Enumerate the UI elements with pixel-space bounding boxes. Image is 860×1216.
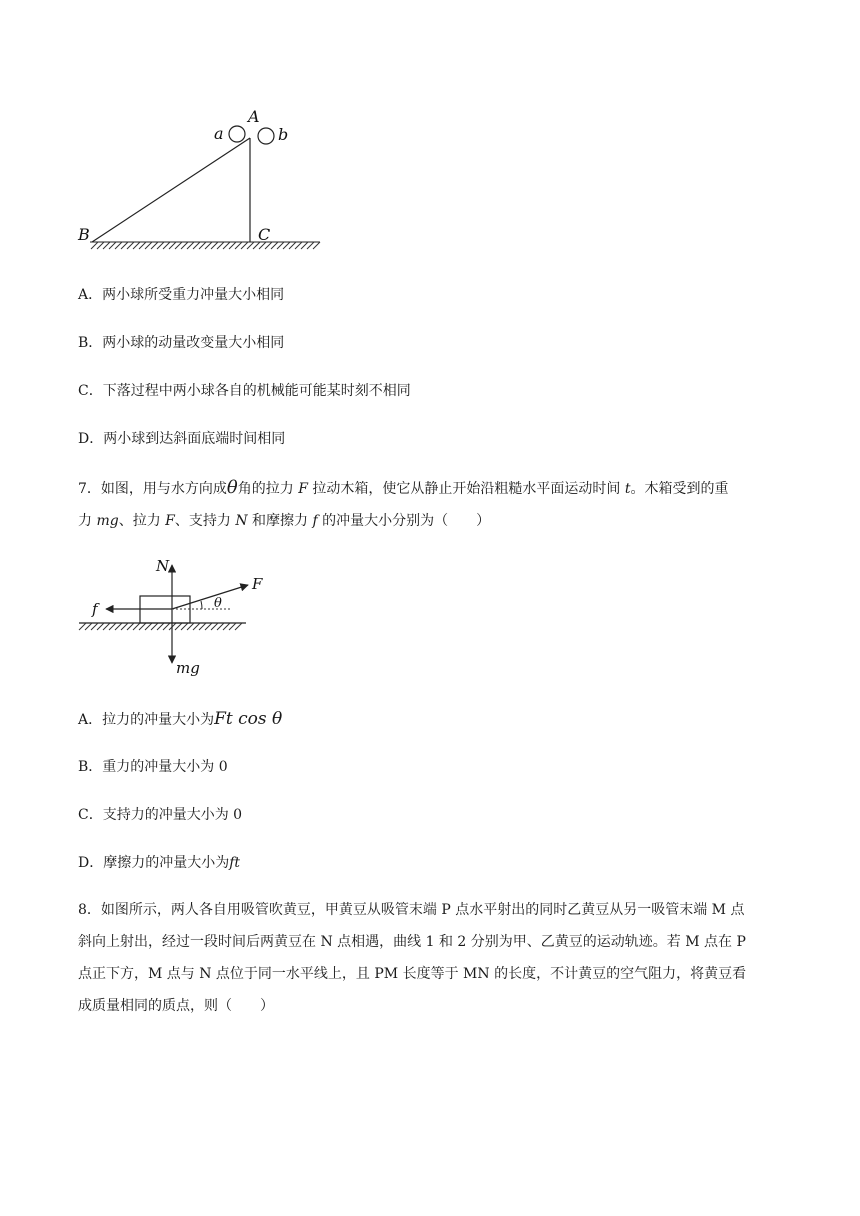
math-var: f [312, 513, 318, 529]
stem-text: 拉动木箱，使它从静止开始沿粗糙水平面运动时间 [312, 481, 621, 497]
hatch-mark [181, 242, 188, 249]
q7-option-d [78, 853, 240, 873]
incline-line [92, 138, 250, 242]
option-text: 下落过程中两小球各自的机械能可能某时刻不相同 [102, 383, 411, 399]
stem-text: 的冲量大小分别为（ ） [322, 513, 491, 529]
q7-stem-line2 [78, 507, 798, 535]
option-letter: D． [78, 431, 104, 447]
q7-stem-line1 [78, 474, 798, 503]
math-var: F [298, 481, 308, 497]
label-A: A [248, 107, 260, 126]
hatch-mark [307, 242, 314, 249]
hatch-mark [211, 242, 218, 249]
q8-stem [78, 896, 798, 1020]
hatch-mark [229, 623, 236, 630]
hatch-mark [79, 623, 86, 630]
hatch-mark [169, 242, 176, 249]
option-math: Ft cos θ [214, 709, 283, 729]
hatch-mark [97, 242, 104, 249]
incline-figure [70, 100, 330, 250]
hatch-mark [193, 242, 200, 249]
hatch-mark [139, 623, 146, 630]
hatch-mark [151, 242, 158, 249]
label-mg: mg [176, 659, 200, 677]
hatch-mark [187, 242, 194, 249]
hatch-mark [199, 623, 206, 630]
q7-option-c [78, 805, 242, 825]
label-F: F [252, 575, 263, 593]
label-a: a [214, 124, 224, 143]
q7-option-b [78, 757, 228, 777]
hatch-mark [301, 242, 308, 249]
option-text: 两小球的动量改变量大小相同 [102, 335, 285, 351]
stem-text: 和摩擦力 [252, 513, 309, 529]
hatch-mark [235, 623, 242, 630]
hatch-mark [229, 242, 236, 249]
hatch-mark [283, 242, 290, 249]
hatch-mark [271, 242, 278, 249]
hatch-mark [85, 623, 92, 630]
hatch-mark [247, 242, 254, 249]
option-text: 重力的冲量大小为 0 [102, 759, 228, 775]
math-var: t [624, 481, 631, 497]
hatch-mark [193, 623, 200, 630]
q8-line: 8．如图所示，两人各自用吸管吹黄豆，甲黄豆从吸管末端 P 点水平射出的同时乙黄豆从另一吸管末端 M 点 [78, 902, 745, 918]
hatch-mark [127, 242, 134, 249]
hatch-mark [91, 242, 98, 249]
hatch-mark [163, 623, 170, 630]
label-B: B [78, 225, 90, 244]
q7-stem [78, 474, 798, 535]
label-N: N [156, 557, 170, 575]
hatch-mark [205, 242, 212, 249]
hatch-mark [217, 242, 224, 249]
force-diagram [74, 555, 274, 680]
hatch-mark [163, 242, 170, 249]
hatch-mark [109, 242, 116, 249]
theta-symbol: θ [226, 477, 238, 498]
option-letter: B． [78, 335, 103, 351]
hatch-mark [115, 623, 122, 630]
option-text: 摩擦力的冲量大小为 [103, 855, 230, 871]
hatch-mark [145, 242, 152, 249]
label-theta: θ [214, 596, 222, 611]
option-letter: D． [78, 855, 104, 871]
hatch-mark [211, 623, 218, 630]
hatch-mark [187, 623, 194, 630]
q6-option-a [78, 285, 284, 305]
hatch-mark [175, 242, 182, 249]
hatch-mark [277, 242, 284, 249]
q8-line: 成质量相同的质点，则（ ） [78, 998, 274, 1014]
hatch-mark [91, 623, 98, 630]
hatch-mark [241, 242, 248, 249]
hatch-mark [223, 623, 230, 630]
label-C: C [258, 225, 271, 244]
stem-text: 、拉力 [118, 513, 161, 529]
q7-option-a [78, 709, 282, 730]
hatch-mark [145, 623, 152, 630]
q7-number: 7． [78, 481, 101, 497]
hatch-mark [313, 242, 320, 249]
q8-line: 点正下方，M 点与 N 点位于同一水平线上，且 PM 长度等于 MN 的长度，不计黄豆的空气阻力，将黄豆看 [78, 966, 747, 982]
option-text: 两小球所受重力冲量大小相同 [102, 287, 285, 303]
hatch-mark [289, 242, 296, 249]
stem-text: 角的拉力 [237, 481, 294, 497]
q6-option-c [78, 381, 411, 401]
hatch-mark [139, 242, 146, 249]
stem-text: 如图，用与水方向成 [100, 481, 227, 497]
math-var: N [235, 513, 248, 529]
hatch-mark [217, 623, 224, 630]
q6-option-b [78, 333, 284, 353]
hatch-mark [133, 623, 140, 630]
hatch-mark [295, 242, 302, 249]
math-var: F [165, 513, 175, 529]
option-letter: B． [78, 759, 103, 775]
q8-line: 斜向上射出，经过一段时间后两黄豆在 N 点相遇，曲线 1 和 2 分别为甲、乙黄豆的运动轨迹。若 M 点在 P [78, 934, 746, 950]
option-text: 支持力的冲量大小为 0 [102, 807, 243, 823]
option-text: 拉力的冲量大小为 [102, 712, 215, 728]
hatch-mark [151, 623, 158, 630]
option-letter: A． [78, 287, 103, 303]
hatch-mark [109, 623, 116, 630]
label-b: b [278, 125, 289, 144]
hatch-mark [103, 242, 110, 249]
option-text: 两小球到达斜面底端时间相同 [103, 431, 286, 447]
label-f: f [92, 600, 98, 618]
hatch-mark [223, 242, 230, 249]
angle-arc [201, 601, 202, 609]
stem-text: 力 [78, 513, 92, 529]
hatch-mark [181, 623, 188, 630]
hatch-mark [121, 242, 128, 249]
option-math: ft [229, 855, 241, 871]
option-letter: C． [78, 383, 103, 399]
option-letter: C． [78, 807, 103, 823]
stem-text: 。木箱受到的重 [630, 481, 729, 497]
hatch-mark [133, 242, 140, 249]
hatch-mark [121, 623, 128, 630]
hatch-mark [175, 623, 182, 630]
math-var: mg [96, 513, 119, 529]
option-letter: A． [78, 712, 103, 728]
hatch-mark [127, 623, 134, 630]
ball-a [229, 126, 245, 142]
hatch-mark [199, 242, 206, 249]
hatch-mark [235, 242, 242, 249]
ball-b [258, 128, 274, 144]
hatch-mark [157, 623, 164, 630]
hatch-mark [97, 623, 104, 630]
q6-option-d [78, 429, 285, 449]
hatch-mark [103, 623, 110, 630]
hatch-mark [115, 242, 122, 249]
hatch-mark [157, 242, 164, 249]
stem-text: 、支持力 [174, 513, 231, 529]
pull-force-arrow [172, 585, 248, 609]
hatch-mark [205, 623, 212, 630]
